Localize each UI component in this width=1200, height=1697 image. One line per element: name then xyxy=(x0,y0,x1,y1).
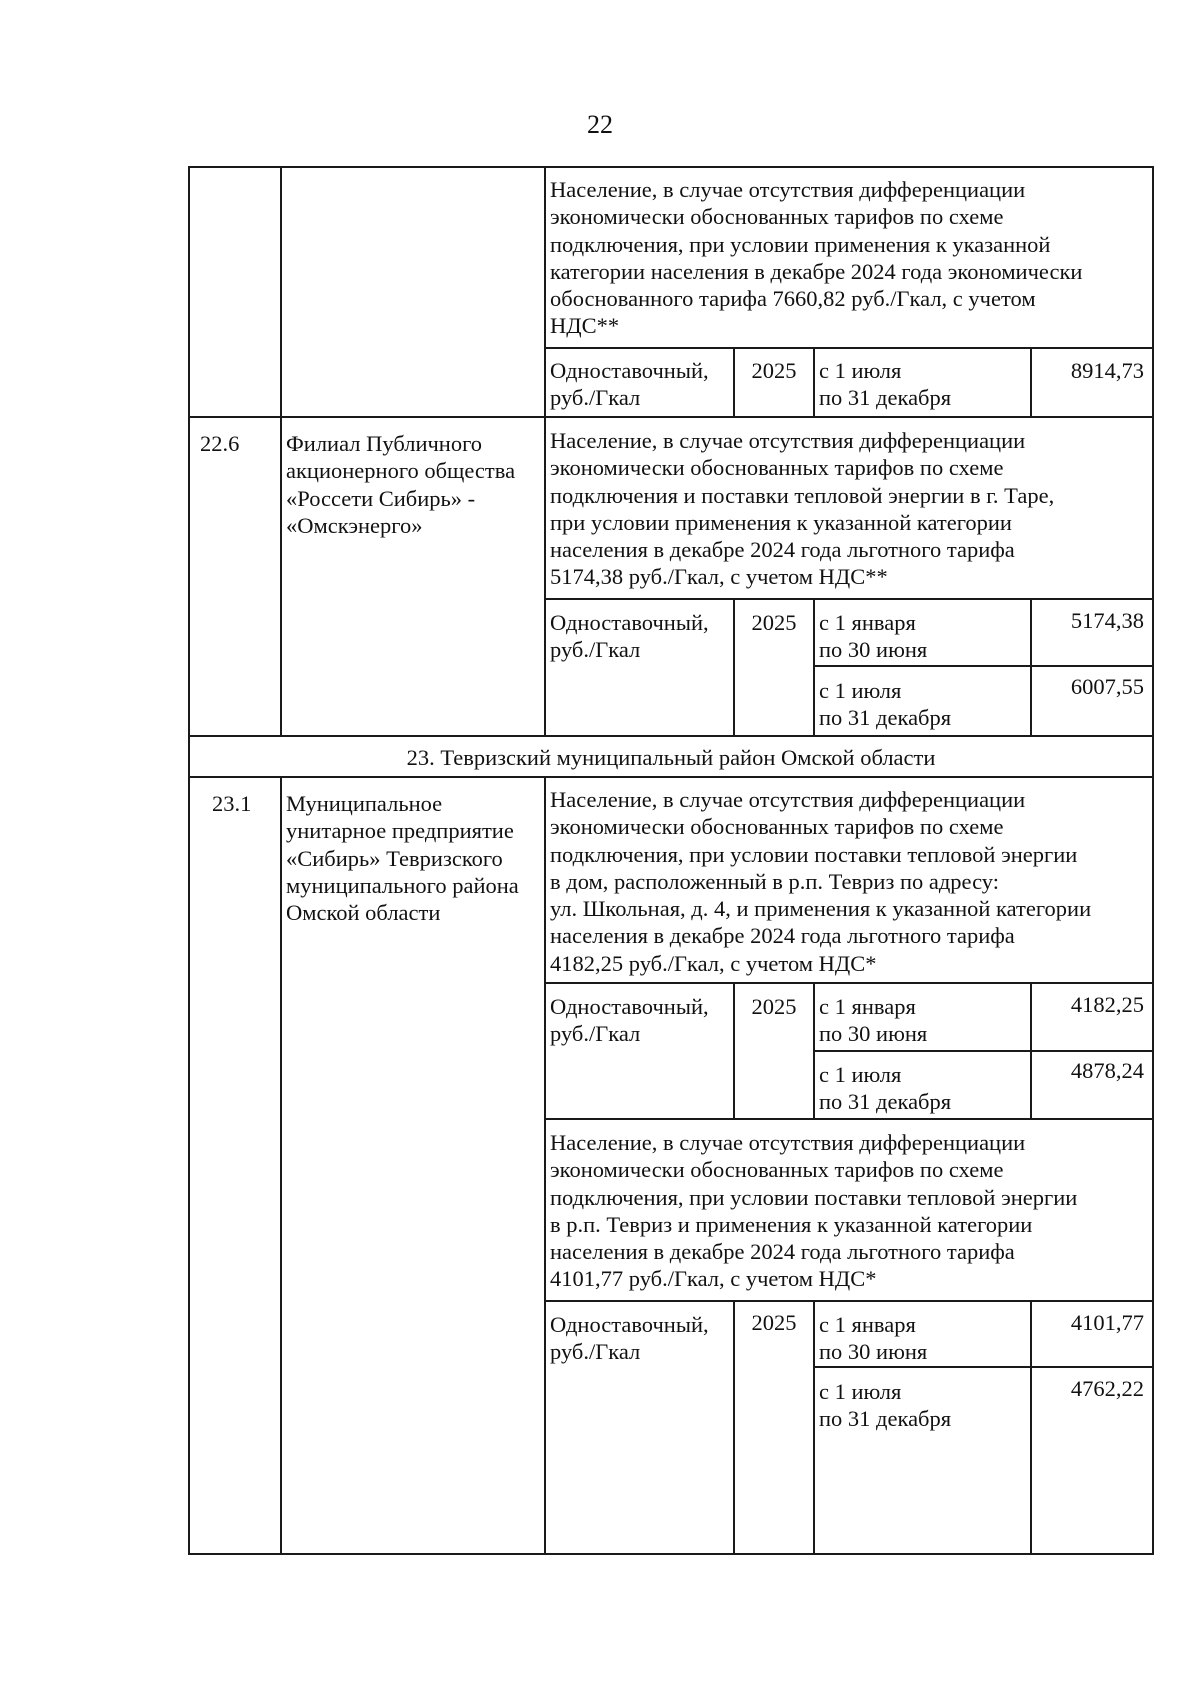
row-number: 23.1 xyxy=(212,791,252,816)
page-number: 22 xyxy=(587,110,613,139)
row-divider-23-1-period-a xyxy=(813,1050,1154,1052)
tariff-type: Одноставочный, руб./Гкал xyxy=(550,610,709,663)
col-divider-number xyxy=(280,166,282,736)
consumer-category-text: Население, в случае отсутствия дифференциации экономически обоснованных тарифов по схеме подключения, при условии поставки тепловой энергии в дом, расположенный в р.п. Тевриз по адресу: ул. Школьная, д. 4, и применения к указанной категории населения в декабре 2024 года льготного тарифа 4182,25 руб./Гкал, с учетом НДС* xyxy=(550,787,1092,976)
col-divider-year xyxy=(813,598,815,735)
row-divider-22-6-end xyxy=(188,735,1154,737)
col-divider-organization xyxy=(544,166,546,736)
row-number: 22.6 xyxy=(200,431,240,456)
tariff-year: 2025 xyxy=(751,358,797,383)
table-bottom-border xyxy=(188,1553,1154,1555)
tariff-type: Одноставочный, руб./Гкал xyxy=(550,994,709,1047)
tariff-value: 4182,25 xyxy=(1070,992,1144,1017)
row-divider-22-6-period xyxy=(813,665,1154,667)
organization-name: Муниципальное унитарное предприятие «Сибирь» Тевризского муниципального района Омской области xyxy=(286,791,519,926)
col-divider-year xyxy=(813,982,815,1118)
col-divider-type xyxy=(733,598,735,735)
row-divider-22-5-consumer xyxy=(544,347,1154,349)
tariff-period: с 1 июля по 31 декабря xyxy=(819,1062,952,1115)
col-divider-year xyxy=(813,347,815,416)
row-divider-23-1-group-a-end xyxy=(544,1118,1154,1120)
consumer-category-text: Население, в случае отсутствия дифференциации экономически обоснованных тарифов по схеме подключения, при условии поставки тепловой энергии в р.п. Тевриз и применения к указанной категории населения в декабре 2024 года льготного тарифа 4101,77 руб./Гкал, с учетом НДС* xyxy=(550,1130,1078,1292)
tariff-period: с 1 июля по 31 декабря xyxy=(819,1379,952,1432)
tariff-period: с 1 июля по 31 декабря xyxy=(819,358,952,411)
consumer-category-text: Население, в случае отсутствия дифференциации экономически обоснованных тарифов по схеме подключения, при условии применения к указанной категории населения в декабре 2024 года экономически обоснованного тарифа 7660,82 руб./Гкал, с учетом НДС** xyxy=(550,177,1083,339)
tariff-value: 4101,77 xyxy=(1070,1310,1144,1335)
tariff-period: с 1 января по 30 июня xyxy=(819,1312,928,1365)
tariff-value: 4762,22 xyxy=(1070,1376,1144,1401)
row-divider-section-23 xyxy=(188,776,1154,778)
row-divider-23-1-period-b xyxy=(813,1366,1154,1368)
section-title: 23. Тевризский муниципальный район Омской области xyxy=(406,745,936,770)
tariff-period: с 1 января по 30 июня xyxy=(819,610,928,663)
col-divider-organization xyxy=(544,776,546,1554)
tariff-type: Одноставочный, руб./Гкал xyxy=(550,358,709,411)
col-divider-type xyxy=(733,982,735,1118)
consumer-category-text: Население, в случае отсутствия дифференциации экономически обоснованных тарифов по схеме подключения и поставки тепловой энергии в г. Таре, при условии применения к указанной категории населения в декабре 2024 года льготного тарифа 5174,38 руб./Гкал, с учетом НДС** xyxy=(550,428,1055,590)
table-left-border xyxy=(188,166,190,1554)
row-divider-22-5-end xyxy=(188,416,1154,418)
tariff-period: с 1 января по 30 июня xyxy=(819,994,928,1047)
tariff-year: 2025 xyxy=(751,1310,797,1335)
col-divider-type xyxy=(733,347,735,416)
col-divider-type xyxy=(733,1300,735,1553)
tariff-value: 8914,73 xyxy=(1070,358,1144,383)
tariff-year: 2025 xyxy=(751,994,797,1019)
row-divider-22-6-consumer xyxy=(544,598,1154,600)
tariff-period: с 1 июля по 31 декабря xyxy=(819,678,952,731)
tariff-value: 5174,38 xyxy=(1070,608,1144,633)
table-top-border xyxy=(188,166,1154,168)
tariff-type: Одноставочный, руб./Гкал xyxy=(550,1312,709,1365)
tariff-value: 6007,55 xyxy=(1070,674,1144,699)
col-divider-year xyxy=(813,1300,815,1553)
col-divider-number xyxy=(280,776,282,1554)
col-divider-period xyxy=(1030,982,1032,1118)
row-divider-23-1-consumer-a xyxy=(544,982,1154,984)
row-divider-23-1-consumer-b xyxy=(544,1300,1154,1302)
col-divider-period xyxy=(1030,598,1032,735)
table-right-border xyxy=(1152,166,1154,1554)
col-divider-period xyxy=(1030,1300,1032,1553)
tariff-year: 2025 xyxy=(751,610,797,635)
col-divider-period xyxy=(1030,347,1032,416)
tariff-value: 4878,24 xyxy=(1070,1058,1144,1083)
organization-name: Филиал Публичного акционерного общества «Россети Сибирь» - «Омскэнерго» xyxy=(286,431,516,538)
